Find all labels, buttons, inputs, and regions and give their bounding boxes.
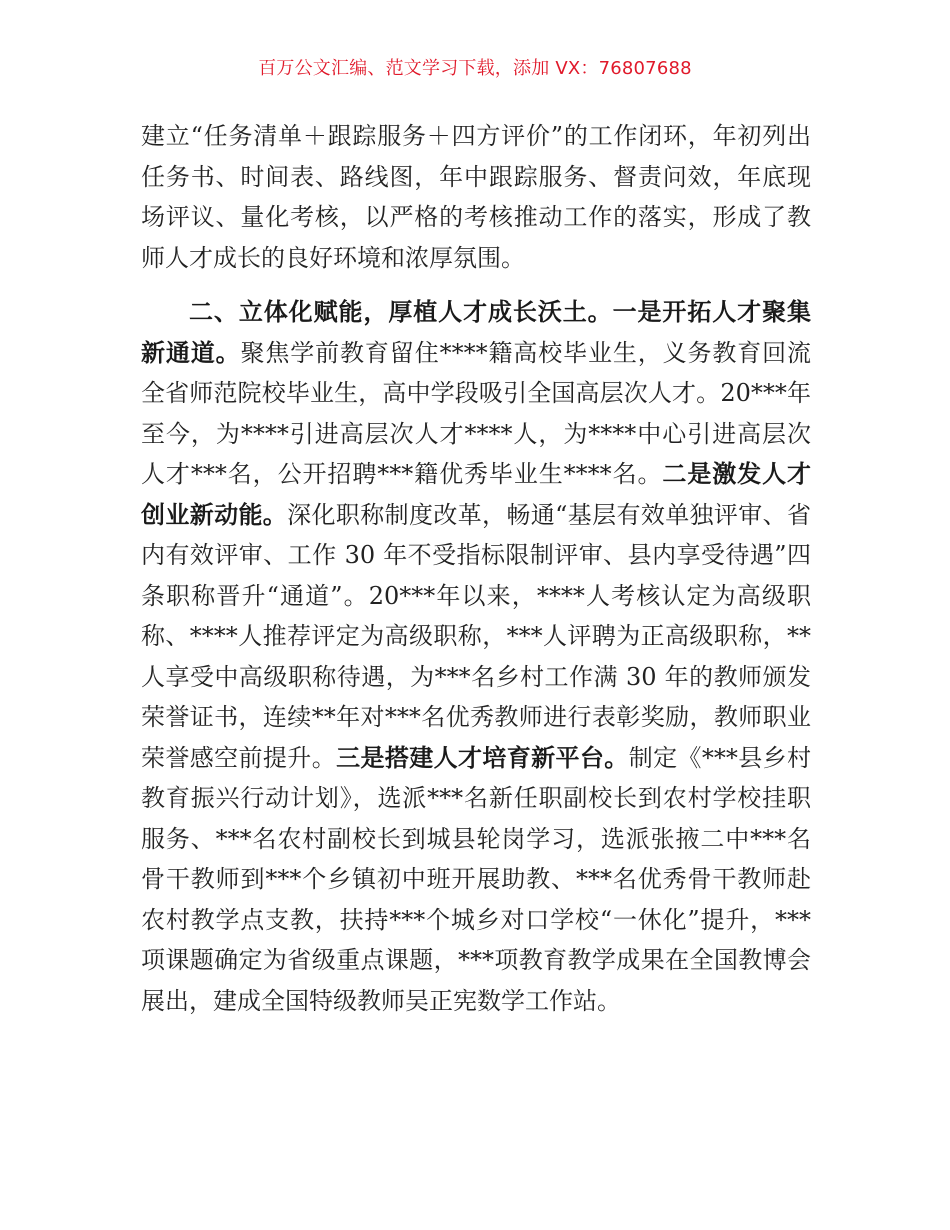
point-2-title: 二是激发人才创业新动能。 [141, 459, 812, 529]
paragraph-2 [141, 292, 811, 1021]
document-body [141, 116, 811, 1021]
point-3-title: 三是搭建人才培育新平台。 [336, 742, 629, 772]
watermark-header: 百万公文汇编、范文学习下载，添加 VX：76807688 [258, 58, 692, 79]
point-1-text: 聚焦学前教育留住****籍高校毕业生，义务教育回流全省师范院校毕业生，高中学段吸引全国高层次人才。20***年至今，为****引进高层次人才****人，为****中心引进高层次人才***名，公开招聘***籍优秀毕业生****名。 [141, 338, 812, 488]
point-3-text: 制定《***县乡村教育振兴行动计划》，选派***名新任职副校长到农村学校挂职服务、***名农村副校长到城县轮岗学习，选派张掖二中***名骨干教师到***个乡镇初中班开展助教、***名优秀骨干教师赴农村教学点支教，扶持***个城乡对口学校“一休化”提升，***项课题确定为省级重点课题，***项教育教学成果在全国教博会展出，建成全国特级教师吴正宪数学工作站。 [141, 743, 812, 1015]
section-heading: 二、立体化赋能，厚植人才成长沃土。 [189, 297, 613, 326]
paragraph-1: 建立“任务清单＋跟踪服务＋四方评价”的工作闭环，年初列出任务书、时间表、路线图，年中跟踪服务、督责问效，年底现场评议、量化考核，以严格的考核推动工作的落实，形成了教师人才成长的良好环境和浓厚氛围。 [141, 122, 811, 272]
point-2-text: 深化职称制度改革，畅通“基层有效单独评审、省内有效评审、工作 30 年不受指标限制评审、县内享受待遇”四条职称晋升“通道”。20***年以来，****人考核认定为高级职称、****人推荐评定为高级职称，***人评聘为正高级职称，**人享受中高级职称待遇，为***名乡村工作满 30 年的教师颁发荣誉证书，连续**年对***名优秀教师进行表彰奖励，教师职业荣誉感空前提升。 [141, 500, 811, 772]
point-1-title: 一是开拓人才聚集新通道。 [141, 297, 812, 367]
